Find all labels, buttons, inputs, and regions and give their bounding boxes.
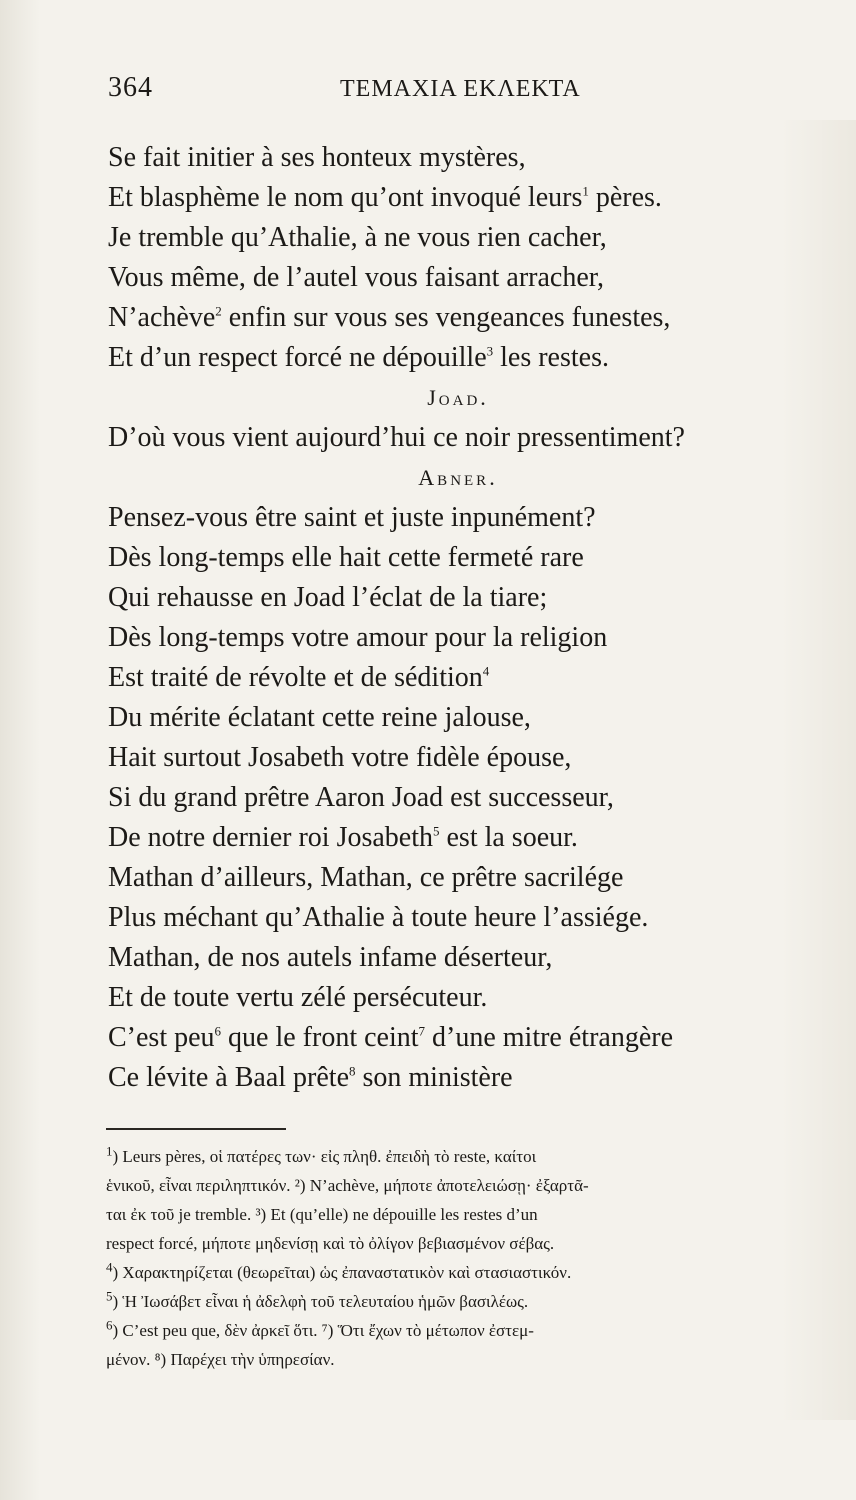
verse-text: N’achève	[108, 302, 216, 333]
verse-text: pères.	[588, 182, 662, 213]
verse-line	[108, 858, 808, 898]
verse-line	[108, 338, 808, 378]
footnote-ref: 1	[582, 183, 589, 199]
footnote-text: ) Leurs pères, οἱ πατέρες των· εἰς πληθ. ἐπειδὴ τὸ reste, καίτοι	[112, 1147, 537, 1166]
footnote-line	[106, 1171, 822, 1200]
verse-text: Qui rehausse en Joad l’éclat de la tiare;	[108, 582, 548, 613]
page-header	[108, 72, 796, 112]
verse-text: les restes.	[493, 342, 609, 373]
speaker-name	[108, 378, 808, 418]
verse-line	[108, 978, 808, 1018]
verse-line	[108, 658, 808, 698]
verse-line	[108, 778, 808, 818]
verse-text: Mathan d’ailleurs, Mathan, ce prêtre sacrilége	[108, 862, 624, 893]
footnote-text: μένον. ⁸) Παρέχει τὴν ὑπηρεσίαν.	[106, 1350, 335, 1369]
verse-line	[108, 738, 808, 778]
footnote-line	[106, 1316, 822, 1345]
footnote-number: 4	[106, 1259, 113, 1275]
footnote-line	[106, 1229, 822, 1258]
verse-text: Dès long-temps votre amour pour la religion	[108, 622, 608, 653]
verse-text: est la soeur.	[439, 822, 578, 853]
verse-line	[108, 898, 808, 938]
verse-text: De notre dernier roi Josabeth	[108, 822, 433, 853]
verse-text: Dès long-temps elle hait cette fermeté rare	[108, 542, 584, 573]
verse-text: Je tremble qu’Athalie, à ne vous rien cacher,	[108, 222, 607, 253]
footnote-line	[106, 1287, 822, 1316]
footnote-ref: 3	[486, 343, 494, 359]
verse-text: Du mérite éclatant cette reine jalouse,	[108, 702, 531, 733]
verse-line	[108, 698, 808, 738]
verse-text: D’où vous vient aujourd’hui ce noir pressentiment?	[108, 422, 685, 453]
verse-text: Plus méchant qu’Athalie à toute heure l’assiége.	[108, 902, 649, 933]
verse-text: d’une mitre étrangère	[425, 1022, 673, 1053]
footnote-line	[106, 1142, 822, 1171]
page-shadow	[0, 0, 40, 1500]
footnote-ref: 6	[214, 1023, 222, 1039]
verse-line	[108, 818, 808, 858]
verse-line	[108, 1018, 808, 1058]
verse-text: Joad.	[427, 385, 489, 410]
verse-text: Vous même, de l’autel vous faisant arracher,	[108, 262, 604, 293]
verse-text: Et de toute vertu zélé persécuteur.	[108, 982, 488, 1013]
verse-text: Et blasphème le nom qu’ont invoqué leurs	[108, 182, 583, 213]
running-title: ΤΕΜΑΧΙΑ ΕΚΛΕΚΤΑ	[340, 76, 581, 102]
footnote-ref: 4	[482, 663, 490, 679]
verse-line	[108, 178, 808, 218]
footnote-number: 6	[106, 1317, 113, 1333]
verse-text: Abner.	[418, 465, 498, 490]
verse-line	[108, 138, 808, 178]
speaker-name	[108, 458, 808, 498]
verse-line	[108, 1058, 808, 1098]
verse-text: Ce lévite à Baal prête	[108, 1062, 349, 1093]
footnote-text: ἑνικοῦ, εἶναι περιληπτικόν. ²) N’achève, μήποτε ἀποτελειώσῃ· ἐξαρτᾶ-	[106, 1176, 589, 1195]
verse-text: enfin sur vous ses vengeances funestes,	[221, 302, 671, 333]
verse-line	[108, 258, 808, 298]
footnote-text: ) Ἡ Ἰωσάβετ εἶναι ἡ ἀδελφὴ τοῦ τελευταίου ἡμῶν βασιλέως.	[112, 1292, 529, 1311]
verse-line	[108, 218, 808, 258]
footnote-ref: 5	[433, 823, 440, 839]
page-number: 364	[108, 72, 153, 103]
verse-block	[108, 138, 808, 1098]
footnote-number: 1	[106, 1143, 113, 1159]
footnote-line	[106, 1258, 822, 1287]
verse-text: Et d’un respect forcé ne dépouille	[108, 342, 487, 373]
footnote-line	[106, 1200, 822, 1229]
footnote-number: 5	[106, 1288, 113, 1304]
verse-line	[108, 618, 808, 658]
verse-line	[108, 498, 808, 538]
verse-text: Est traité de révolte et de sédition	[108, 662, 483, 693]
verse-text: Mathan, de nos autels infame déserteur,	[108, 942, 553, 973]
verse-line	[108, 938, 808, 978]
verse-text: Hait surtout Josabeth votre fidèle épouse,	[108, 742, 572, 773]
footnote-ref: 8	[349, 1063, 356, 1079]
footnote-text: ) C’est peu que, δὲν ἀρκεῖ ὅτι. ⁷) Ὅτι ἔχων τὸ μέτωπον ἐστεμ-	[112, 1321, 534, 1340]
verse-line	[108, 298, 808, 338]
verse-text: Se fait initier à ses honteux mystères,	[108, 142, 526, 173]
verse-text: Si du grand prêtre Aaron Joad est successeur,	[108, 782, 614, 813]
footnote-text: respect forcé, μήποτε μηδενίσῃ καὶ τὸ ὀλίγον βεβιασμένον σέβας.	[106, 1234, 555, 1253]
verse-line	[108, 578, 808, 618]
footnote-line	[106, 1345, 822, 1374]
verse-line	[108, 418, 808, 458]
verse-text: C’est peu	[108, 1022, 215, 1053]
verse-line	[108, 538, 808, 578]
footnote-text: ) Χαρακτηρίζεται (θεωρεῖται) ὡς ἐπαναστατικὸν καὶ στασιαστικόν.	[112, 1263, 572, 1282]
verse-text: que le front ceint	[221, 1022, 419, 1053]
footnotes	[106, 1142, 822, 1374]
footnote-ref: 7	[418, 1023, 426, 1039]
footnote-rule	[106, 1128, 286, 1130]
footnote-ref: 2	[215, 303, 222, 319]
verse-text: Pensez-vous être saint et juste inpunément?	[108, 502, 596, 533]
verse-text: son ministère	[355, 1062, 513, 1093]
footnote-text: ται ἐκ τοῦ je tremble. ³) Et (qu’elle) ne dépouille les restes d’un	[106, 1205, 538, 1224]
